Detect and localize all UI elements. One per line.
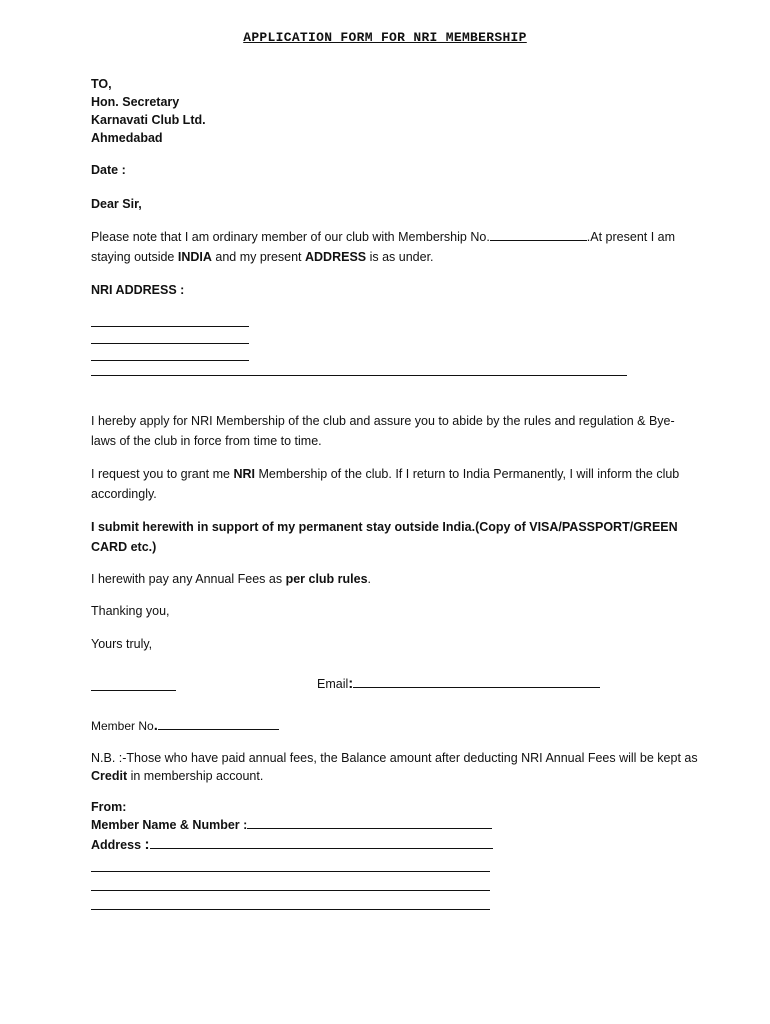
thanking-text: Thanking you, xyxy=(91,604,170,618)
intro-text-5: is as under. xyxy=(366,250,434,264)
membership-no-blank[interactable] xyxy=(490,228,587,241)
fees-text-2: . xyxy=(367,572,372,586)
nri-address-line-2[interactable] xyxy=(91,343,249,344)
yours-truly-text: Yours truly, xyxy=(91,637,153,651)
member-no-dot: . xyxy=(153,717,158,734)
intro-text-1: Please note that I am ordinary member of our club with Membership No. xyxy=(91,230,490,244)
email-field xyxy=(317,675,600,693)
signature-line[interactable] xyxy=(91,690,176,691)
nri-address-line-1[interactable] xyxy=(91,326,249,327)
address-colon: : xyxy=(144,836,150,853)
member-no-field xyxy=(91,717,279,735)
intro-text-4: and my present xyxy=(211,250,305,264)
nb-text-1: N.B. :-Those who have paid annual fees, the Balance amount after deducting NRI Annual Fees will be kept as xyxy=(91,751,698,765)
email-blank[interactable] xyxy=(353,675,600,688)
addressee-club: Karnavati Club Ltd. xyxy=(91,113,206,127)
addressee-to: TO, xyxy=(91,77,112,91)
nri-address-line-4[interactable] xyxy=(91,375,627,376)
email-colon: : xyxy=(348,675,354,692)
from-address-line-3[interactable] xyxy=(91,909,490,910)
intro-address: ADDRESS xyxy=(305,250,367,264)
nri-address-line-3[interactable] xyxy=(91,360,249,361)
nb-text-2: in membership account. xyxy=(127,769,264,783)
salutation: Dear Sir, xyxy=(91,197,142,211)
from-address-line-1[interactable] xyxy=(91,871,490,872)
request-text-1: I request you to grant me xyxy=(91,467,234,481)
from-address-line-2[interactable] xyxy=(91,890,490,891)
fees-rules: per club rules xyxy=(285,572,368,586)
member-no-blank[interactable] xyxy=(158,717,279,730)
request-text-2: Membership of the club. If I return to India Permanently, I will inform the club accordingly. xyxy=(91,467,680,501)
addressee-designation: Hon. Secretary xyxy=(91,95,180,109)
email-label: Email xyxy=(317,677,349,691)
address-label: Address xyxy=(91,838,145,852)
fees-text-1: I herewith pay any Annual Fees as xyxy=(91,572,286,586)
apply-paragraph: I hereby apply for NRI Membership of the club and assure you to abide by the rules and regulation & Bye-laws of the club in force from time to time. xyxy=(91,414,675,448)
addressee-block xyxy=(91,75,206,147)
intro-paragraph xyxy=(91,227,701,267)
submit-paragraph: I submit herewith in support of my permanent stay outside India.(Copy of VISA/PASSPORT/GREEN CARD etc.) xyxy=(91,520,678,554)
address-field xyxy=(91,836,493,854)
request-nri: NRI xyxy=(233,467,255,481)
addressee-city: Ahmedabad xyxy=(91,131,163,145)
fees-paragraph xyxy=(91,569,701,589)
form-title: APPLICATION FORM FOR NRI MEMBERSHIP xyxy=(243,30,527,45)
date-label: Date : xyxy=(91,163,126,177)
nb-credit: Credit xyxy=(91,769,128,783)
from-label: From: xyxy=(91,800,127,814)
member-name-label: Member Name & Number : xyxy=(91,818,248,832)
address-blank[interactable] xyxy=(150,836,493,849)
intro-text-2: .At present I am xyxy=(586,230,676,244)
intro-india: INDIA xyxy=(177,250,212,264)
nb-paragraph xyxy=(91,749,701,785)
nri-address-label: NRI ADDRESS : xyxy=(91,283,185,297)
member-no-label: Member No xyxy=(91,719,154,733)
intro-text-3: staying outside xyxy=(91,250,178,264)
member-name-field xyxy=(91,816,492,834)
member-name-blank[interactable] xyxy=(247,816,492,829)
request-paragraph xyxy=(91,464,691,504)
